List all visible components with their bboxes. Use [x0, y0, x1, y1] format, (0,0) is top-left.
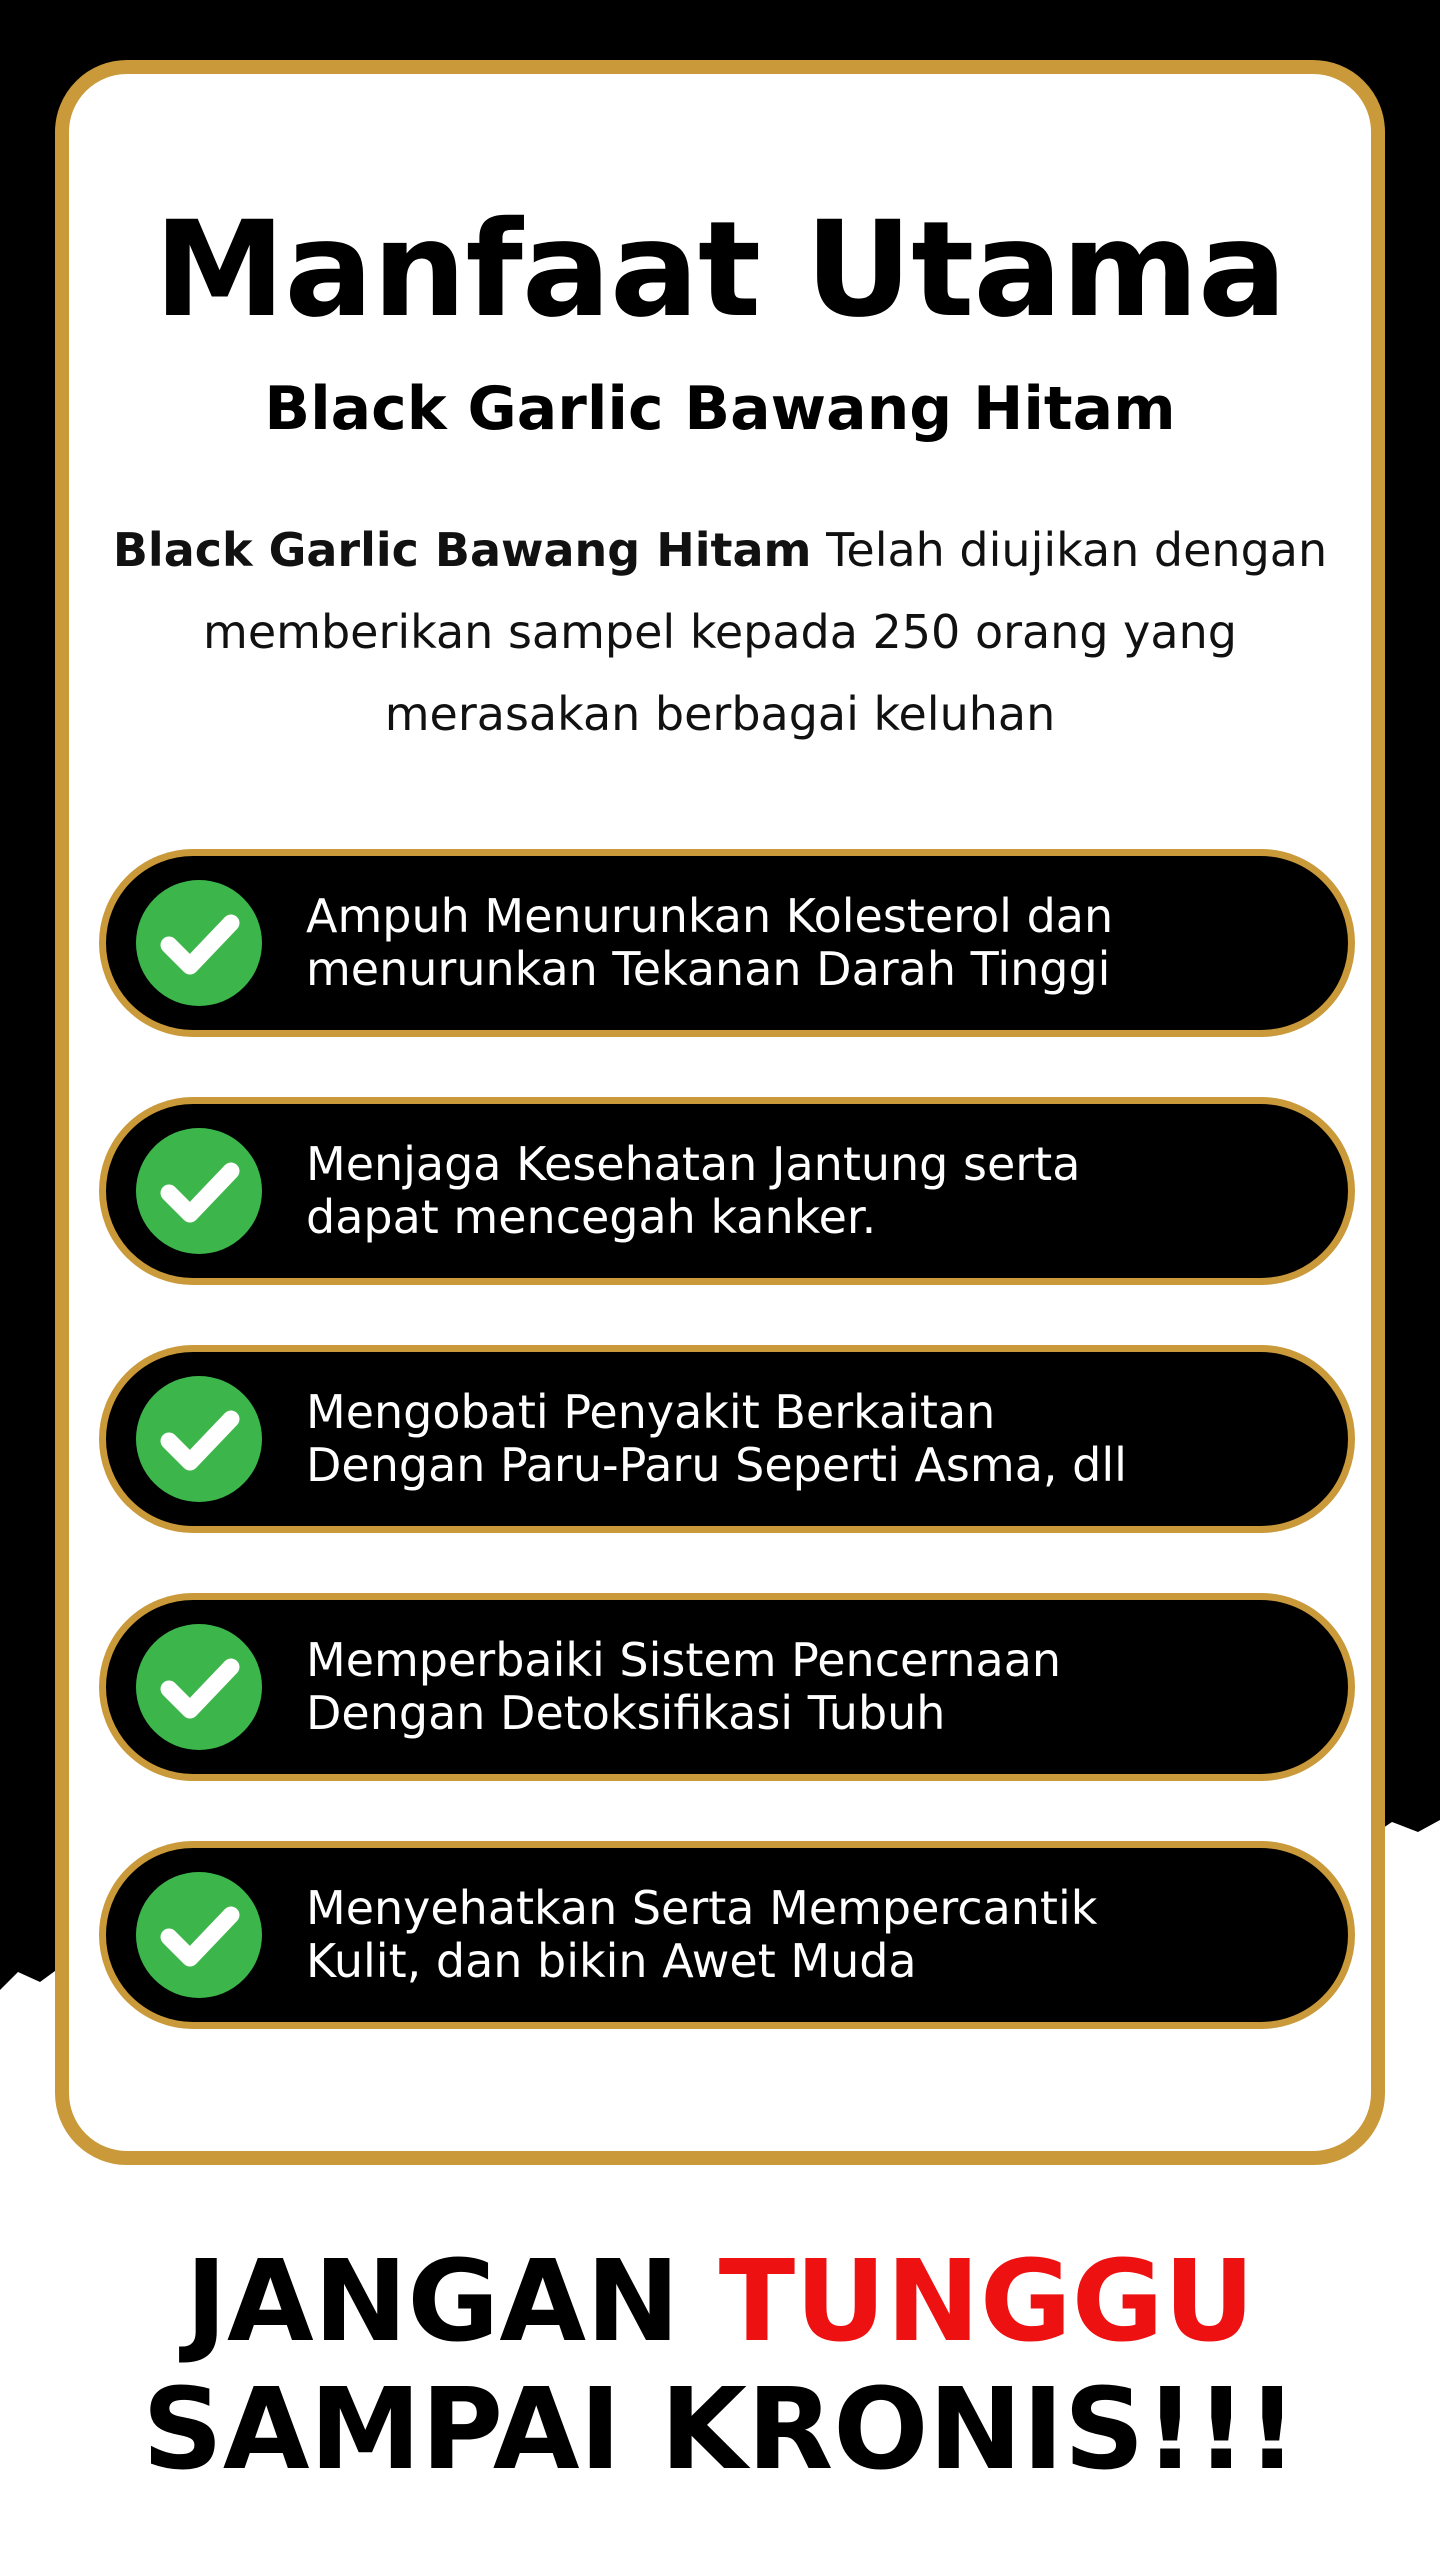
benefit-item — [99, 849, 1355, 1037]
check-circle-icon — [136, 1872, 262, 1998]
benefit-text: Menjaga Kesehatan Jantung serta dapat mencegah kanker. — [306, 1137, 1081, 1244]
benefits-card — [55, 60, 1385, 2165]
benefit-text: Menyehatkan Serta Mempercantik Kulit, dan bikin Awet Muda — [306, 1881, 1098, 1988]
cta-text-part2: SAMPAI KRONIS!!! — [142, 2365, 1298, 2495]
benefit-item — [99, 1593, 1355, 1781]
cta-accent-text: TUNGGU — [718, 2237, 1255, 2367]
benefit-item — [99, 1097, 1355, 1285]
check-circle-icon — [136, 1624, 262, 1750]
benefit-item — [99, 1345, 1355, 1533]
benefit-text: Memperbaiki Sistem Pencernaan Dengan Detoksifikasi Tubuh — [306, 1633, 1062, 1740]
intro-product-name: Black Garlic Bawang Hitam — [112, 523, 812, 577]
check-circle-icon — [136, 880, 262, 1006]
benefit-text: Ampuh Menurunkan Kolesterol dan menurunkan Tekanan Darah Tinggi — [306, 889, 1114, 996]
benefits-list — [99, 849, 1355, 2029]
cta-headline — [0, 2238, 1440, 2494]
check-circle-icon — [136, 1128, 262, 1254]
cta-text-part1: JANGAN — [185, 2237, 719, 2367]
intro-paragraph — [109, 509, 1331, 755]
benefit-item — [99, 1841, 1355, 2029]
product-subtitle: Black Garlic Bawang Hitam — [264, 374, 1176, 444]
page-title: Manfaat Utama — [153, 193, 1286, 347]
benefit-text: Mengobati Penyakit Berkaitan Dengan Paru-Paru Seperti Asma, dll — [306, 1385, 1127, 1492]
check-circle-icon — [136, 1376, 262, 1502]
intro-text: Telah diujikan dengan memberikan sampel kepada 250 orang yang merasakan berbagai keluhan — [203, 523, 1328, 741]
